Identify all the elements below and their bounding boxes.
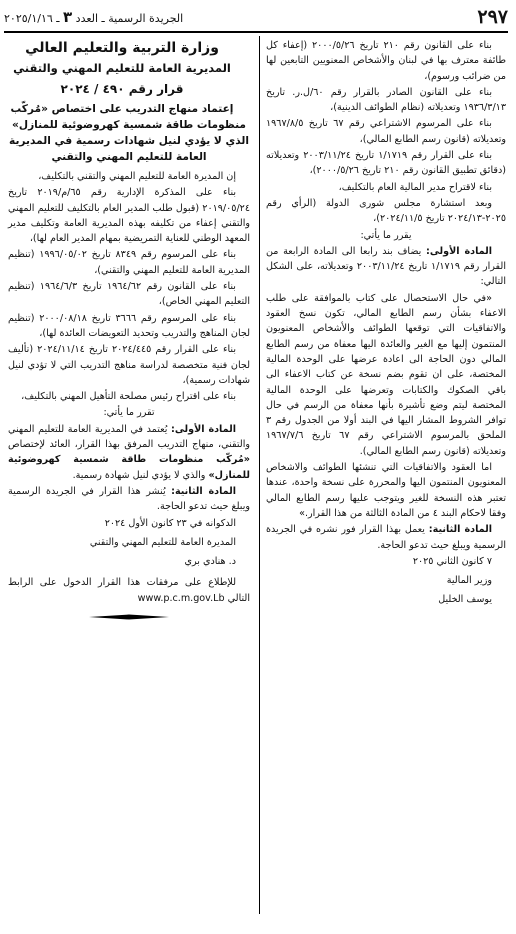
preamble-paragraph: بناء على القانون الصادر بالقرار رقم ٦٠/ل.ر. تاريخ ١٩٣٦/٣/١٣ وتعديلاته (نظام الطوائف الدينية)، (266, 86, 506, 114)
article-1-label: المادة الأولى: (171, 423, 236, 435)
preamble-paragraph: بناء على القرار رقم ٢٠٢٤/٤٤٥ تاريخ ٢٠٢٤/١١/١٤ (تأليف لجان فنية متخصصة لدراسة مناهج التدريب التي لا تؤدي لنيل شهادات رسمية)، (8, 344, 250, 386)
header-rule (4, 31, 508, 33)
preamble-paragraph: بناء على المرسوم رقم ٨٣٤٩ تاريخ ١٩٩٦/٠٥/٠٢ (تنظيم المديرية العامة للتعليم المهني والتقني)، (8, 249, 250, 276)
preamble-paragraph: بناء على المرسوم رقم ٣٦٦٦ تاريخ ٢٠٠٠/٠٨/١٨ (تنظيم لجان المناهج والتدريب وتحديد التعويضات العائدة لها)، (8, 312, 250, 339)
right-column (266, 38, 506, 612)
issue-date: ـ ٢٠٢٥/١/١٦ (4, 12, 60, 25)
article-1-text: يُعتمد في المديرية العامة للتعليم المهني والتقني، منهاج التدريب المرفق بهذا القرار، العائد لإختصاص (8, 423, 250, 451)
quoted-paragraph: اما العقود والاتفاقيات التي تنشئها الطوائف والاشخاص المعنويون المنتمون اليها والمحررة على نسخة واحدة، عندها تعتبر هذه النسخة للغير ويتوجب عليها رسم الطابع المالي وفقا لاحكام البند ٤ من المادة الثالثة من هذا القرار.» (266, 462, 506, 519)
signatory-title: المديرة العامة للتعليم المهني والتقني (89, 536, 236, 548)
decision-number: قرار رقم ٤٩٠ / ٢٠٢٤ (60, 82, 184, 96)
preamble-paragraph: بناء على المذكرة الإدارية رقم ٦٥/م/٢٠١٩ تاريخ ٢٠١٩/٠٥/٢٤ (قبول طلب المدير العام بالتكليف للتعليم المهني والتقني إعفاء من تكليفه بهذه المديرية العامة وتكليف مدير المعهد الوطني للعناية التمريضية بمهام المدير العام لها)، (8, 187, 250, 245)
signature-date: ٧ كانون الثاني ٢٠٢٥ (412, 555, 492, 567)
left-column (8, 38, 250, 622)
article-1-tail: والذي لا يؤدي لنيل شهادة رسمية. (72, 469, 209, 481)
article-2-text: يُنشر هذا القرار في الجريدة الرسمية ويبلغ حيث تدعو الحاجة. (8, 485, 250, 513)
decision-title: إعتماد منهاج التدريب على اختصاص «مُركّب منظومات طاقة شمسية كهروضوئية للمنازل» الذي لا يؤدي لنيل شهادات رسمية في المديرية العامة للتعليم المهني والتقني (9, 103, 249, 163)
signatory-name: د. هنادي بري (184, 556, 236, 568)
article-1 (266, 244, 506, 290)
preamble-paragraph: بناء لاقتراح مدير المالية العام بالتكليف، (338, 181, 492, 193)
gazette-issue-info (4, 8, 183, 26)
preamble-paragraph: إن المديرة العامة للتعليم المهني والتقني بالتكليف، (38, 171, 236, 182)
ministry-title: وزارة التربية والتعليم العالي (25, 40, 219, 56)
issue-number: ٣ (63, 8, 73, 26)
article-2-label: المادة الثانية: (171, 485, 236, 497)
article-2 (8, 484, 250, 515)
page-header (4, 6, 508, 28)
preamble-paragraph: بناء على القرار رقم ١/١٧١٩ تاريخ ٢٠٠٣/١١/٢٤ وتعديلاته (دقائق تطبيق القانون رقم ٢١٠ تاريخ ٢٠٠٠/٥/٢٦)، (266, 150, 506, 177)
article-1-specialty: «مُركّب منظومات طاقة شمسية كهروضوئية للمنازل» (8, 454, 250, 481)
article-2-label: المادة الثانية: (428, 524, 493, 536)
quoted-paragraph: «في حال الاستحصال على كتاب بالموافقة على طلب الاعفاء بشأن رسم الطابع المالي، تكون نسخ العقود والاتفاقيات التي توقعها الطوائف والأشخاص المعنويون المنتمون إليها مع الغير والعائدة اليها معفاة من رسم الطابع المالي دون الحاجة الى اعادة عرضها على الوحدة المالية المختصة، على ان تقوم بضم نسخة عن كتاب الاعفاء الى باقي الصكوك والكتابات وتعرضها على الوحدة المالية المختصة ليتم وضع تأشيرة بأنها معفاة من الرسم في حال توافر الشروط المشار اليها في البند أولا من الجدول رقم ٣ الملحق بالمرسوم الاشتراعي رقم ٦٧ تاريخ ١٩٦٧/٧/٦ وتعديلاته (قانون رسم الطابع المالي). (266, 292, 506, 457)
article-2-text: يعمل بهذا القرار فور نشره في الجريدة الرسمية ويبلغ حيث تدعو الحاجة. (266, 524, 506, 551)
attachments-footnote: للإطلاع على مرفقات هذا القرار الدخول على الرابط التالي www.p.c.m.gov.Lb (8, 577, 250, 604)
article-1-label: المادة الأولى: (425, 245, 492, 257)
end-ornament (89, 612, 169, 622)
article-1-text: يضاف بند رابعا الى المادة الرابعة من القرار رقم ١/١٧١٩ تاريخ ٢٠٠٣/١١/٢٤ وتعديلاته، على الشكل التالي: (266, 245, 506, 288)
column-divider (259, 36, 260, 914)
preamble-paragraph: وبعد استشارة مجلس شورى الدولة (الرأي رقم ٢٠٢٥-٢٠٢٤/١٣ تاريخ ٢٠٢٤/١١/٥)، (266, 197, 506, 225)
signatory-name: يوسف الخليل (438, 594, 492, 606)
gazette-name: الجريدة الرسمية ـ العدد (75, 12, 184, 25)
decides-line: يقرر ما يأتي: (360, 229, 412, 241)
page-number: ٢٩٧ (477, 6, 508, 28)
directorate-title: المديرية العامة للتعليم المهني والتقني (13, 61, 231, 75)
signatory-title: وزير المالية (446, 575, 492, 587)
decides-line: تقرر ما يأتي: (103, 407, 155, 419)
preamble-paragraph: بناء على القانون رقم ٢١٠ تاريخ ٢٠٠٠/٥/٢٦ (إعفاء كل طائفة معترف بها في لبنان والأشخاص المعنويين التابعين لها من ضرائب ورسوم)، (266, 40, 506, 82)
article-2 (266, 522, 506, 553)
signature-date: الدكوانه في ٢٣ كانون الأول ٢٠٢٤ (104, 517, 236, 529)
preamble-paragraph: بناء على القانون رقم ١٩٦٤/٦٢ تاريخ ١٩٦٤/٦/٣ (تنظيم التعليم المهني الخاص)، (8, 281, 250, 308)
article-1 (8, 422, 250, 483)
preamble-paragraph: بناء على المرسوم الاشتراعي رقم ٦٧ تاريخ ١٩٦٧/٨/٥ وتعديلاته (قانون رسم الطابع المالي)، (266, 118, 506, 145)
preamble-paragraph: بناء على اقتراح رئيس مصلحة التأهيل المهني بالتكليف، (21, 391, 236, 403)
